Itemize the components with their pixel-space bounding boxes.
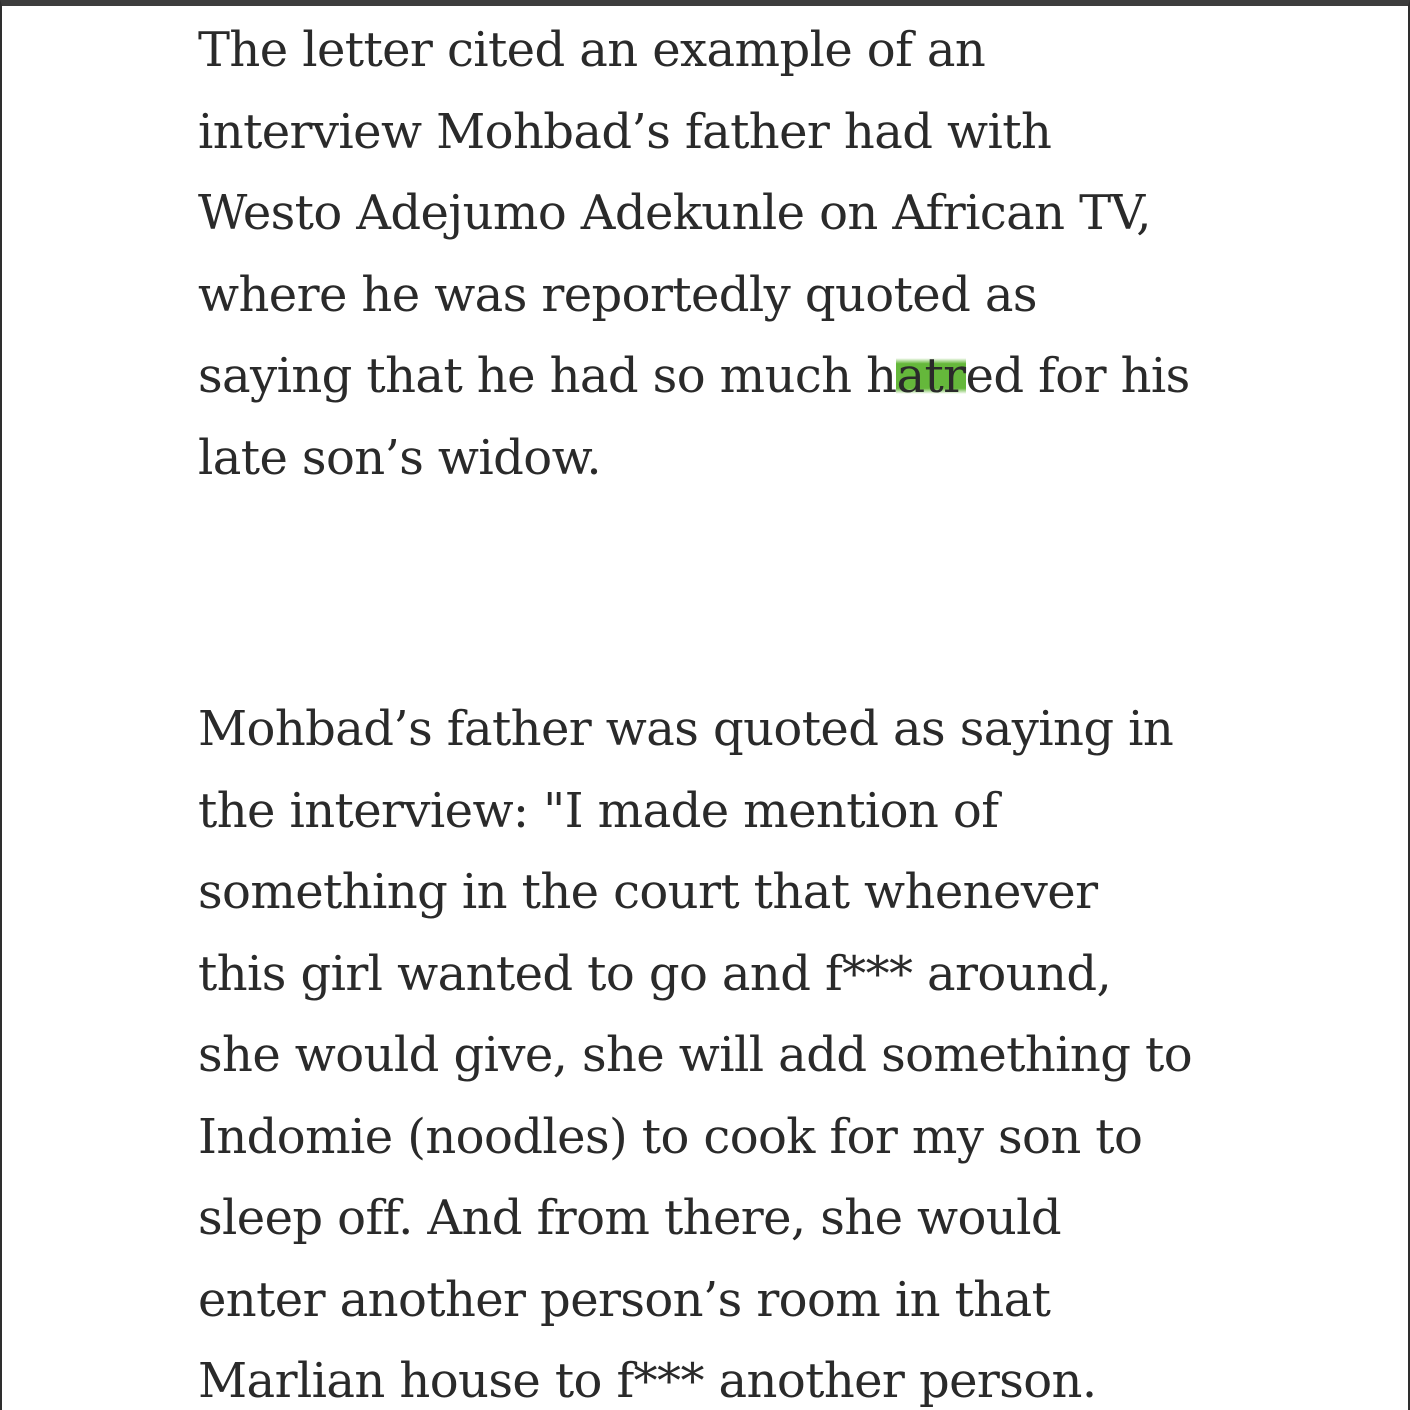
paragraph-line-highlighted xyxy=(198,336,1248,418)
line-text: saying that he had so much h xyxy=(198,348,897,404)
paragraph-line: Westo Adejumo Adekunle on African TV, xyxy=(198,185,1151,241)
paragraph-line: sleep off. And from there, she would xyxy=(198,1190,1062,1246)
article-body xyxy=(198,10,1248,1410)
paragraph-line: enter another person’s room in that xyxy=(198,1271,1051,1328)
paragraph-line: Mohbad’s father was quoted as saying in xyxy=(198,701,1174,757)
paragraph-line: late son’s widow. xyxy=(198,429,602,486)
highlight-mark: atr xyxy=(896,348,966,404)
paragraph-line: this girl wanted to go and f*** around, xyxy=(198,945,1112,1002)
paragraph-1 xyxy=(198,10,1248,499)
paragraph-2 xyxy=(198,689,1248,1410)
paragraph-line: interview Mohbad’s father had with xyxy=(198,103,1052,160)
paragraph-line: where he was reportedly quoted as xyxy=(198,266,1037,323)
paragraph-line: The letter cited an example of an xyxy=(198,22,986,78)
paragraph-line: something in the court that whenever xyxy=(198,864,1098,920)
paragraph-line: the interview: "I made mention of xyxy=(198,782,999,839)
paragraph-line: she would give, she will add something to xyxy=(198,1027,1192,1083)
paragraph-line: Marlian house to f*** another person. xyxy=(198,1353,1097,1409)
paragraph-line: Indomie (noodles) to cook for my son to xyxy=(198,1108,1143,1165)
line-text: ed for his xyxy=(965,348,1190,404)
paragraph-spacer xyxy=(198,499,1248,689)
